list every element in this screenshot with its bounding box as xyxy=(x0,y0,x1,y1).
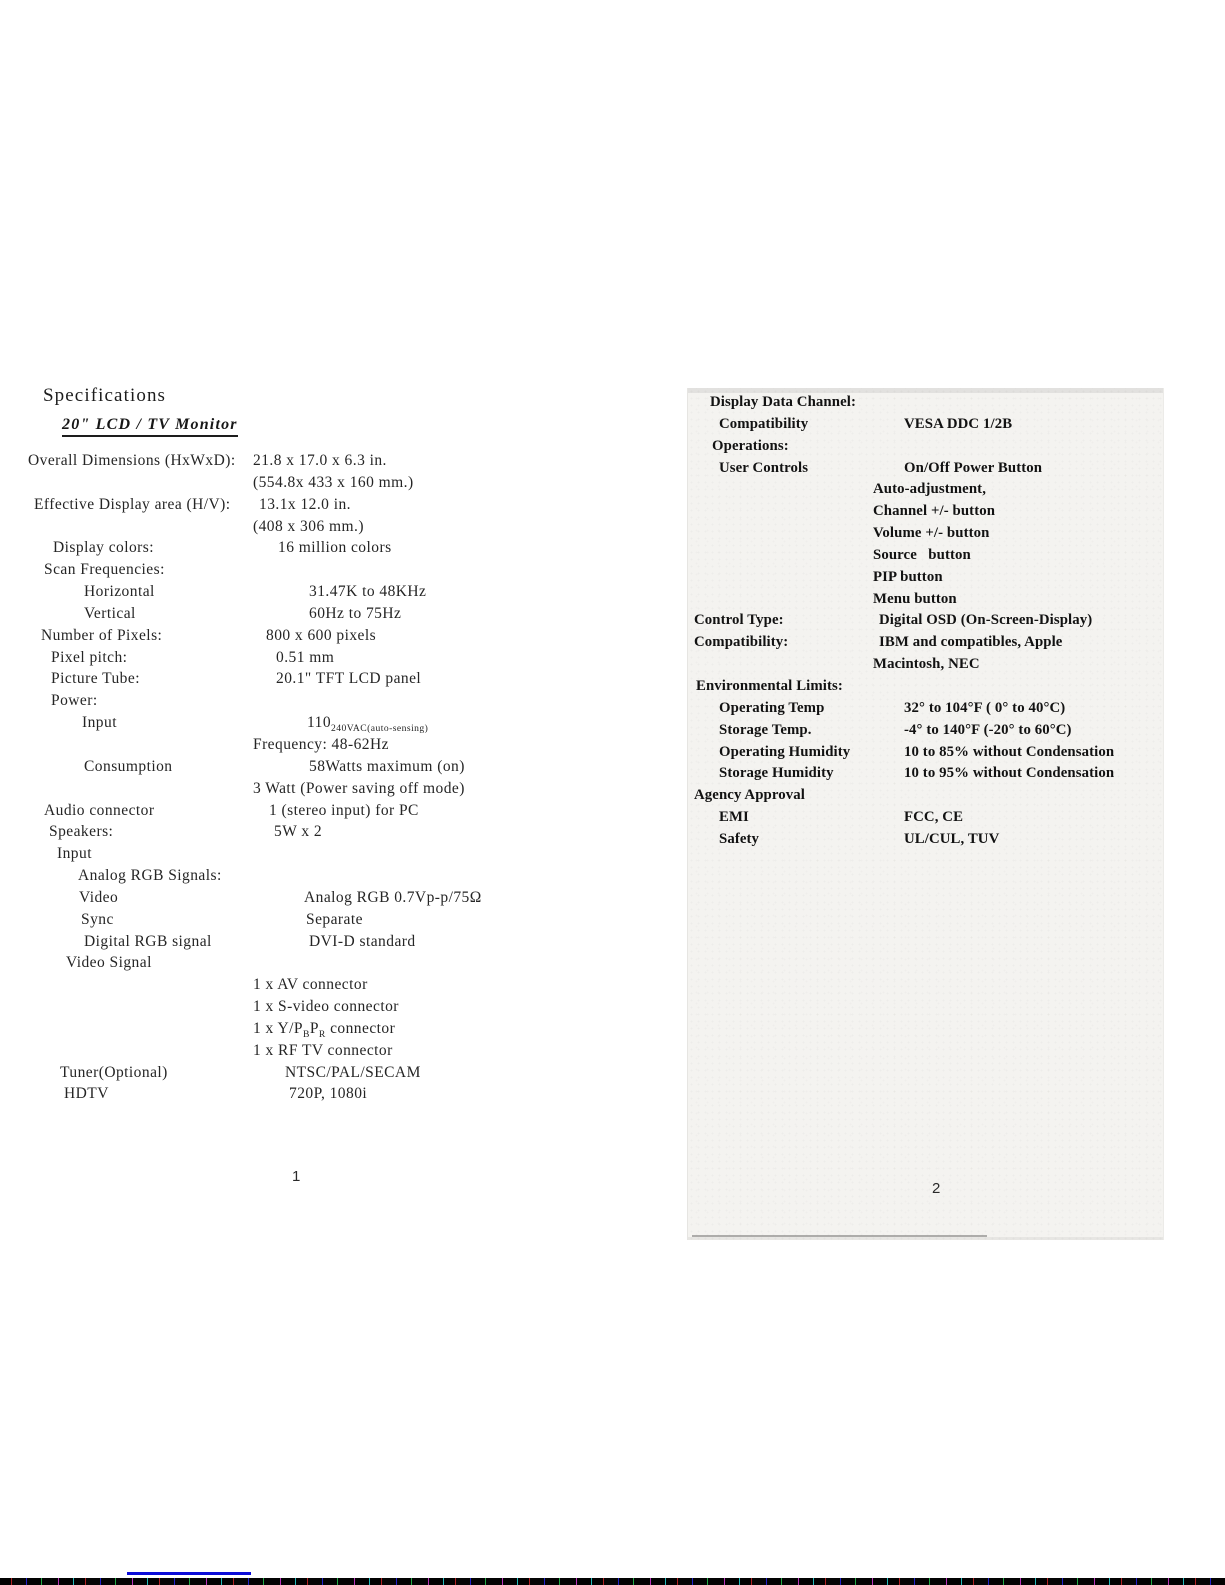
spec-value: $110_{240VAC(auto-sensing)}$ xyxy=(307,714,429,735)
spec-value: 1 x RF TV connector xyxy=(253,1041,393,1059)
spec-label: Tuner(Optional) xyxy=(60,1063,168,1081)
spec-label: Agency Approval xyxy=(694,787,805,804)
spec-row xyxy=(28,518,473,540)
spec-label: Storage Humidity xyxy=(719,765,834,782)
page-1-spec-table xyxy=(28,452,482,1107)
spec-label: Video Signal xyxy=(66,954,152,972)
spec-label: Overall Dimensions (HxWxD): xyxy=(28,452,236,469)
spec-label: Display colors: xyxy=(53,539,155,557)
spec-row xyxy=(28,627,473,649)
spec-value: 16 million colors xyxy=(278,539,392,557)
blue-underline-mark xyxy=(127,1572,251,1575)
spec-row xyxy=(688,591,1158,613)
spec-row xyxy=(688,503,1158,525)
page-title: Specifications xyxy=(43,385,167,406)
spec-label: Vertical xyxy=(84,604,136,622)
spec-label: Input xyxy=(57,845,92,863)
spec-value: Auto-adjustment, xyxy=(873,481,986,498)
spec-row xyxy=(28,496,473,518)
spec-label: Environmental Limits: xyxy=(696,677,843,694)
spec-row xyxy=(28,1085,473,1107)
spec-row xyxy=(28,888,482,911)
spec-row xyxy=(688,481,1158,503)
spec-row xyxy=(28,823,473,845)
spec-label: Sync xyxy=(81,910,114,928)
spec-label: Compatibility: xyxy=(694,634,789,651)
spec-value: Digital OSD (On-Screen-Display) xyxy=(879,612,1093,629)
spec-row xyxy=(688,765,1158,787)
spec-value: Frequency: 48-62Hz xyxy=(253,735,389,753)
spec-label: Horizontal xyxy=(84,583,155,601)
spec-row xyxy=(28,954,473,976)
spec-row xyxy=(28,474,473,496)
spec-value: Separate xyxy=(306,910,363,928)
spec-value: 10 to 95% without Condensation xyxy=(904,765,1115,782)
spec-row xyxy=(688,394,1158,416)
spec-value: 13.1x 12.0 in. xyxy=(259,495,351,513)
spec-label: User Controls xyxy=(719,459,809,476)
spec-row xyxy=(28,692,473,714)
spec-row xyxy=(688,438,1158,460)
spec-row xyxy=(28,736,473,758)
spec-label: Video xyxy=(79,888,119,906)
spec-value: 1 x AV connector xyxy=(253,976,368,994)
spec-row xyxy=(28,561,473,583)
spec-value: 720P, 1080i xyxy=(289,1085,368,1103)
spec-value: 21.8 x 17.0 x 6.3 in. xyxy=(253,452,387,469)
spec-value: (408 x 306 mm.) xyxy=(253,517,364,535)
spec-row xyxy=(28,780,473,802)
spec-label: Compatibility xyxy=(719,415,809,432)
spec-value: -4° to 140°F (-20° to 60°C) xyxy=(904,721,1072,738)
spec-value: 60Hz to 75Hz xyxy=(309,604,402,622)
spec-label: Input xyxy=(82,714,117,732)
spec-label: Storage Temp. xyxy=(719,721,812,738)
spec-row xyxy=(688,460,1158,482)
spec-row xyxy=(28,452,473,474)
spec-value: Macintosh, NEC xyxy=(873,656,980,673)
spec-value: Channel +/- button xyxy=(873,503,996,520)
spec-row xyxy=(28,1042,473,1064)
spec-label: Control Type: xyxy=(694,612,784,629)
spec-row xyxy=(28,605,473,627)
spec-row xyxy=(28,670,473,692)
spec-row xyxy=(28,802,473,824)
spec-label: Digital RGB signal xyxy=(84,932,212,950)
spec-row xyxy=(688,722,1158,744)
spec-row xyxy=(28,867,473,889)
spec-value: 1 x S-video connector xyxy=(253,998,399,1016)
spec-value: On/Off Power Button xyxy=(904,459,1043,476)
spec-label: HDTV xyxy=(64,1085,109,1103)
spec-value: 5W x 2 xyxy=(274,823,323,841)
spec-label: Analog RGB Signals: xyxy=(78,867,222,885)
spec-row xyxy=(688,416,1158,438)
spec-row xyxy=(688,656,1158,678)
spec-value: VESA DDC 1/2B xyxy=(904,415,1013,432)
page-2-number: 2 xyxy=(932,1180,941,1197)
spec-value: NTSC/PAL/SECAM xyxy=(285,1063,421,1081)
spec-row xyxy=(28,998,473,1020)
spec-row xyxy=(28,911,473,933)
spec-label: Safety xyxy=(719,830,760,847)
spec-label: Audio connector xyxy=(44,801,155,819)
spec-value: 20.1" TFT LCD panel xyxy=(276,670,422,688)
spec-row xyxy=(28,714,473,736)
spec-value: PIP button xyxy=(873,568,943,585)
page-2-spec-table xyxy=(688,394,1158,853)
spec-value: 10 to 85% without Condensation xyxy=(904,743,1115,760)
spec-value: DVI-D standard xyxy=(309,932,416,950)
spec-row xyxy=(688,678,1158,700)
spec-value: 0.51 mm xyxy=(276,648,335,666)
spec-row xyxy=(688,525,1158,547)
spec-label: Number of Pixels: xyxy=(41,626,163,644)
spec-label: Operating Humidity xyxy=(719,743,851,760)
spec-value: 32° to 104°F ( 0° to 40°C) xyxy=(904,699,1066,716)
spec-row xyxy=(688,547,1158,569)
spec-row xyxy=(28,845,473,867)
spec-label: EMI xyxy=(719,809,749,826)
bottom-scan-noise-bar xyxy=(0,1578,1225,1585)
spec-label: Display Data Channel: xyxy=(710,394,856,410)
spec-value: 1 (stereo input) for PC xyxy=(269,801,419,819)
spec-label: Scan Frequencies: xyxy=(44,561,165,579)
spec-value: 1 x $Y/P_BP_R$ connector xyxy=(253,1019,396,1041)
spec-row xyxy=(688,744,1158,766)
spec-label: Pixel pitch: xyxy=(51,648,128,666)
spec-label: Picture Tube: xyxy=(51,670,140,688)
spec-row xyxy=(28,649,473,671)
spec-value: FCC, CE xyxy=(904,809,964,826)
spec-value: 31.47K to 48KHz xyxy=(309,583,427,601)
spec-row xyxy=(28,539,473,561)
spec-row xyxy=(688,569,1158,591)
spec-row xyxy=(688,787,1158,809)
spec-row xyxy=(28,758,473,780)
spec-row xyxy=(688,612,1158,634)
page-2-bottom-edge xyxy=(688,1237,1163,1240)
spec-value: UL/CUL, TUV xyxy=(904,830,1000,847)
spec-row xyxy=(688,700,1158,722)
spec-label: Effective Display area (H/V): xyxy=(34,495,231,513)
spec-label: Power: xyxy=(51,692,98,710)
spec-label: Speakers: xyxy=(49,823,114,841)
spec-value: 58Watts maximum (on) xyxy=(309,757,465,775)
spec-row xyxy=(688,831,1158,853)
spec-value: Menu button xyxy=(873,590,957,607)
spec-value: Analog RGB 0.7Vp-p/75Ω xyxy=(304,888,482,906)
document-subtitle: 20" LCD / TV Monitor xyxy=(62,416,238,437)
spec-row xyxy=(28,1020,473,1042)
spec-value: Source button xyxy=(873,546,971,563)
spec-label: Operating Temp xyxy=(719,699,825,716)
spec-row xyxy=(688,809,1158,831)
spec-value: Volume +/- button xyxy=(873,525,990,542)
page-2-top-edge xyxy=(688,388,1163,393)
spec-row xyxy=(688,634,1158,656)
spec-value: (554.8x 433 x 160 mm.) xyxy=(253,473,414,491)
spec-row xyxy=(28,933,473,955)
spec-row xyxy=(28,1064,473,1086)
page-1-number: 1 xyxy=(292,1168,301,1185)
spec-value: 800 x 600 pixels xyxy=(266,626,377,644)
spec-label: Consumption xyxy=(84,757,173,775)
spec-row xyxy=(28,583,473,605)
spec-value: IBM and compatibles, Apple xyxy=(879,634,1063,651)
spec-row xyxy=(28,976,473,998)
spec-value: 3 Watt (Power saving off mode) xyxy=(253,779,465,797)
spec-label: Operations: xyxy=(712,437,789,454)
